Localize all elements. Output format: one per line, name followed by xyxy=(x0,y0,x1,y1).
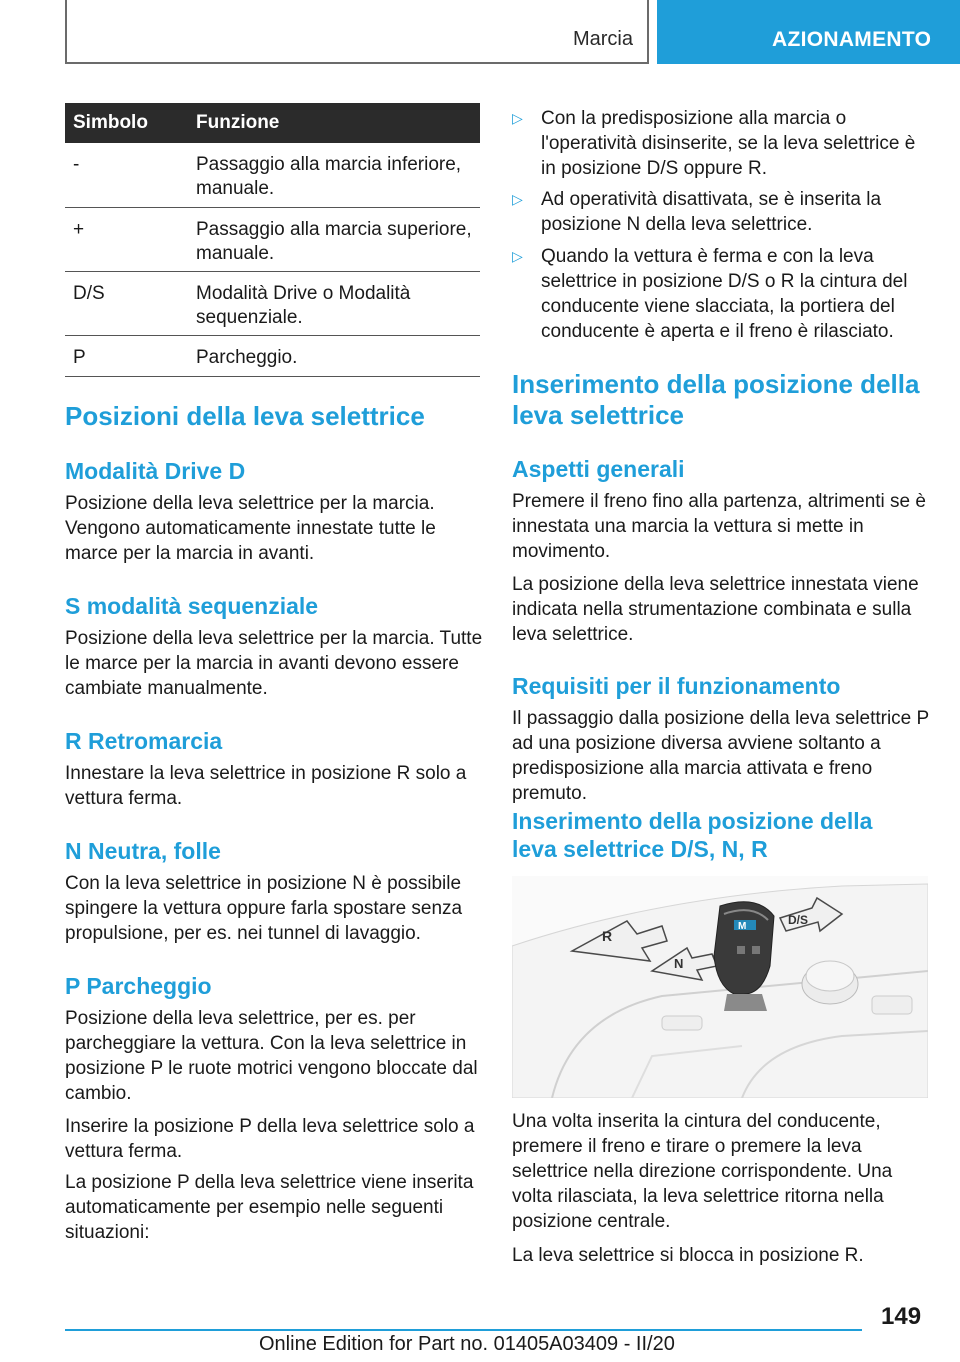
table-header-symbol: Simbolo xyxy=(73,112,148,133)
table-cell-symbol: + xyxy=(73,219,85,240)
table-cell-function: Modalità Drive o Modalità sequenziale. xyxy=(196,283,411,328)
paragraph-park-3: La posizione P della leva selettrice viene inserita automaticamente per esempio nelle seguenti situazioni: xyxy=(65,1172,474,1243)
table-cell-symbol: - xyxy=(73,154,80,175)
chapter-tab: AZIONAMENTO xyxy=(657,0,960,64)
table-header-function: Funzione xyxy=(196,112,280,133)
bullet-text: Ad operatività disattivata, se è inserita la posizione N della leva selettrice. xyxy=(541,189,882,235)
paragraph-drive: Posizione della leva selettrice per la marcia. Vengono automaticamente innestate tutte le marce per la marcia in avanti. xyxy=(65,493,436,564)
figure-label-n: N xyxy=(674,956,684,971)
paragraph-park-2: Inserire la posizione P della leva selettrice solo a vettura ferma. xyxy=(65,1116,475,1162)
paragraph-neutral: Con la leva selettrice in posizione N è possibile spingere la vettura oppure farla spostare senza propulsione, per es. nei tunnel di lavaggio. xyxy=(65,873,463,944)
header-bar xyxy=(65,0,649,64)
table-cell-symbol: P xyxy=(73,347,86,368)
triangle-bullet-icon: ▷ xyxy=(512,248,523,264)
paragraph-requirements: Il passaggio dalla posizione della leva selettrice P ad una posizione diversa avviene soltanto a predisposizione alla marcia attivata e freno premuto. xyxy=(512,708,929,804)
paragraph-general-1: Premere il freno fino alla partenza, altrimenti se è innestata una marcia la vettura si mette in movimento. xyxy=(512,491,926,562)
figure-label-ds: D/S xyxy=(788,913,809,927)
heading-general: Aspetti generali xyxy=(512,456,685,482)
paragraph-reverse: Innestare la leva selettrice in posizione R solo a vettura ferma. xyxy=(65,763,467,809)
table-cell-function: Passaggio alla marcia superiore, manuale. xyxy=(196,219,472,264)
figure-label-brand: M xyxy=(738,921,747,932)
paragraph-figure-1: Una volta inserita la cintura del conducente, premere il freno e tirare o premere la leva selettrice nella direzione corrispondente. Una volta rilasciata, la leva selettrice ritorna nella posizione centrale. xyxy=(512,1111,893,1232)
table-row xyxy=(65,208,480,272)
footer-divider xyxy=(65,1329,862,1331)
heading-park: P Parcheggio xyxy=(65,973,212,999)
paragraph-park-1: Posizione della leva selettrice, per es. per parcheggiare la vettura. Con la leva selettrice in posizione P le ruote motrici vengono bloccate dal cambio. xyxy=(65,1008,478,1104)
symbol-table xyxy=(65,103,480,377)
footer-edition: Online Edition for Part no. 01405A03409 - II/20 xyxy=(259,1333,675,1355)
heading-drive: Modalità Drive D xyxy=(65,458,246,484)
bullet-text: Quando la vettura è ferma e con la leva selettrice in posizione D/S o R la cintura del conducente viene slacciata, la portiera del conducente è aperta e il freno è rilasciato. xyxy=(541,246,908,342)
page-number: 149 xyxy=(881,1303,922,1330)
figure-label-r: R xyxy=(602,928,613,944)
heading-sequential: S modalità sequenziale xyxy=(65,593,319,619)
triangle-bullet-icon: ▷ xyxy=(512,191,523,207)
gear-selector-illustration xyxy=(512,876,928,1098)
table-header xyxy=(65,103,480,143)
heading-neutral: N Neutra, folle xyxy=(65,838,221,864)
table-row xyxy=(65,143,480,208)
table-cell-function: Parcheggio. xyxy=(196,347,298,368)
list-item xyxy=(512,244,929,344)
paragraph-figure-2: La leva selettrice si blocca in posizione R. xyxy=(512,1245,864,1266)
heading-requirements: Requisiti per il funzionamento xyxy=(512,673,841,699)
table-row xyxy=(65,336,480,377)
list-item xyxy=(512,187,929,237)
table-cell-function: Passaggio alla marcia inferiore, manuale. xyxy=(196,154,462,199)
paragraph-sequential: Posizione della leva selettrice per la marcia. Tutte le marce per la marcia in avanti devono essere cambiate manualmente. xyxy=(65,628,483,699)
heading-insert-position: Inserimento della posizione della leva selettrice xyxy=(512,369,920,430)
heading-positions: Posizioni della leva selettrice xyxy=(65,401,425,431)
gear-selector-drawing xyxy=(512,876,928,1098)
triangle-bullet-icon: ▷ xyxy=(512,110,523,126)
section-title: Marcia xyxy=(572,28,633,50)
paragraph-general-2: La posizione della leva selettrice innestata viene indicata nella strumentazione combinata e sulla leva selettrice. xyxy=(512,574,919,645)
heading-reverse: R Retromarcia xyxy=(65,728,223,754)
table-cell-symbol: D/S xyxy=(73,283,105,304)
table-row xyxy=(65,272,480,336)
heading-insert-dsnr: Inserimento della posizione della leva selettrice D/S, N, R xyxy=(512,808,873,862)
list-item xyxy=(512,106,929,181)
bullet-text: Con la predisposizione alla marcia o l'operatività disinserite, se la leva selettrice è in posizione D/S oppure R. xyxy=(541,108,916,179)
